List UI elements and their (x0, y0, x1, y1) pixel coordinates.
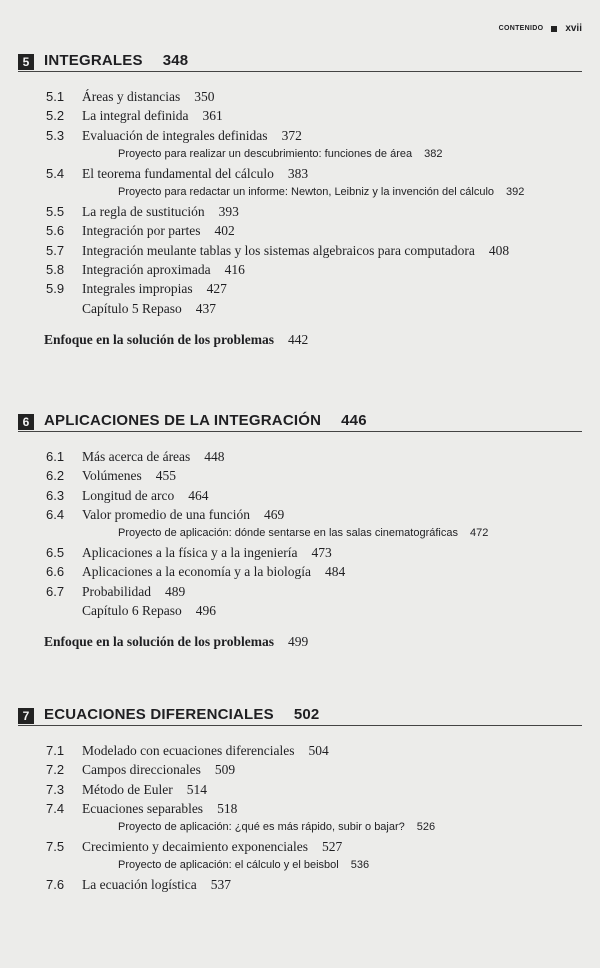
section-title: Más acerca de áreas (82, 449, 191, 464)
section-number: 7.4 (46, 800, 65, 816)
section-page: 427 (206, 281, 227, 297)
section-number: 6.7 (46, 583, 65, 599)
section-entry[interactable] (18, 241, 582, 260)
section-number: 6.1 (46, 449, 65, 464)
section-page: 383 (287, 165, 309, 181)
section-title: Longitud de arco (82, 487, 175, 503)
project-entry[interactable] (18, 856, 582, 875)
section-list (18, 87, 582, 318)
section-number: 7.5 (46, 839, 65, 855)
section-title: Valor promedio de una función (82, 506, 250, 522)
chapter-block (18, 52, 582, 348)
section-page: 448 (204, 449, 225, 464)
section-page: 416 (224, 262, 245, 278)
section-page: 537 (210, 877, 231, 893)
section-title: La ecuación logística (82, 877, 197, 893)
section-number: 6.4 (46, 506, 65, 522)
section-title: Integración aproximada (82, 262, 211, 278)
review-title: Capítulo 6 Repaso (82, 603, 182, 619)
header-section: CONTENIDO (498, 25, 544, 32)
section-title: El teorema fundamental del cálculo (82, 165, 274, 181)
project-entry[interactable] (18, 145, 582, 164)
chapter-page: 348 (162, 52, 189, 69)
section-title: Integración por partes (82, 223, 201, 239)
review-page: 496 (195, 603, 216, 619)
review-page: 437 (195, 300, 216, 316)
section-list (18, 447, 582, 620)
focus-entry[interactable] (18, 634, 582, 650)
section-title: Integración meulante tablas y los sistemas algebraicos para computadora (82, 242, 475, 258)
section-entry[interactable] (18, 260, 582, 279)
section-number: 7.3 (46, 781, 65, 797)
section-page: 473 (311, 545, 332, 561)
section-number: 7.1 (46, 743, 65, 758)
section-entry[interactable] (18, 279, 582, 298)
section-entry[interactable] (18, 164, 582, 183)
project-title: Proyecto de aplicación: dónde sentarse en las salas cinematográficas (118, 527, 458, 540)
section-title: Campos direccionales (82, 762, 201, 778)
chapter-number: 7 (18, 708, 34, 724)
section-page: 361 (202, 108, 223, 124)
project-page: 472 (469, 527, 489, 540)
section-title: Modelado con ecuaciones diferenciales (82, 743, 295, 758)
chapter-heading[interactable] (18, 412, 582, 432)
chapter-page: 446 (341, 412, 367, 429)
section-entry[interactable] (18, 837, 582, 856)
section-number: 5.3 (46, 127, 65, 143)
project-page: 526 (416, 821, 436, 834)
section-entry[interactable] (18, 87, 582, 106)
section-entry[interactable] (18, 760, 582, 779)
project-entry[interactable] (18, 183, 582, 202)
section-number: 5.5 (46, 204, 65, 220)
chapter-title: ECUACIONES DIFERENCIALES (44, 706, 274, 723)
section-entry[interactable] (18, 799, 582, 818)
section-number: 6.6 (46, 564, 65, 580)
project-page: 536 (350, 859, 370, 872)
section-title: Evaluación de integrales definidas (82, 127, 268, 143)
section-title: Probabilidad (82, 583, 151, 599)
running-header (499, 23, 582, 34)
square-bullet-icon (551, 26, 557, 32)
section-page: 527 (322, 839, 343, 855)
section-entry[interactable] (18, 741, 582, 760)
section-entry[interactable] (18, 447, 582, 466)
chapter-page: 502 (293, 706, 320, 723)
focus-title: Enfoque en la solución de los problemas (44, 634, 275, 650)
section-title: La regla de sustitución (82, 204, 205, 220)
focus-entry[interactable] (18, 332, 582, 348)
project-title: Proyecto para realizar un descubrimiento: funciones de área (118, 147, 413, 160)
focus-title: Enfoque en la solución de los problemas (44, 331, 275, 347)
section-number: 7.2 (46, 762, 65, 778)
focus-page: 499 (288, 634, 309, 650)
section-page: 489 (165, 583, 186, 599)
chapter-title: INTEGRALES (44, 52, 143, 69)
project-entry[interactable] (18, 524, 582, 543)
section-title: Método de Euler (82, 781, 173, 797)
section-page: 509 (214, 762, 236, 778)
section-title: Volúmenes (82, 468, 142, 484)
section-entry[interactable] (18, 466, 582, 485)
section-number: 7.6 (46, 877, 65, 893)
section-title: Aplicaciones a la física y a la ingeniería (82, 545, 298, 561)
chapter-number: 6 (18, 414, 34, 430)
project-title: Proyecto de aplicación: ¿qué es más rápido, subir o bajar? (118, 821, 405, 834)
section-page: 514 (186, 781, 207, 797)
section-title: La integral definida (82, 108, 189, 124)
chapter-number: 5 (18, 54, 34, 70)
section-title: Aplicaciones a la economía y a la biología (82, 564, 312, 580)
review-entry[interactable] (18, 299, 582, 318)
review-title: Capítulo 5 Repaso (82, 300, 182, 316)
section-number: 5.9 (46, 281, 65, 297)
project-entry[interactable] (18, 818, 582, 837)
section-page: 504 (308, 743, 329, 758)
section-title: Integrales impropias (82, 281, 193, 297)
section-page: 469 (263, 506, 285, 522)
project-page: 382 (424, 147, 443, 160)
section-entry[interactable] (18, 202, 582, 221)
section-title: Áreas y distancias (82, 89, 181, 104)
section-number: 5.4 (46, 165, 65, 181)
chapter-heading[interactable] (18, 706, 582, 726)
project-page: 392 (506, 186, 525, 199)
chapter-block (18, 412, 582, 650)
chapter-title: APLICACIONES DE LA INTEGRACIÓN (44, 412, 322, 429)
section-number: 5.7 (46, 242, 65, 258)
section-page: 402 (214, 223, 235, 239)
section-entry[interactable] (18, 505, 582, 524)
section-page: 350 (194, 89, 215, 104)
section-number: 5.8 (46, 262, 65, 278)
section-page: 518 (217, 800, 238, 816)
section-entry[interactable] (18, 780, 582, 799)
chapter-block (18, 706, 582, 895)
project-title: Proyecto para redactar un informe: Newton, Leibniz y la invención del cálculo (118, 186, 495, 199)
section-page: 372 (281, 127, 302, 143)
section-page: 455 (155, 468, 176, 484)
section-number: 6.5 (46, 545, 65, 561)
chapter-heading[interactable] (18, 52, 582, 72)
project-title: Proyecto de aplicación: el cálculo y el beisbol (118, 859, 339, 872)
review-entry[interactable] (18, 601, 582, 620)
section-entry[interactable] (18, 126, 582, 145)
section-entry[interactable] (18, 562, 582, 581)
section-page: 464 (188, 487, 209, 503)
section-number: 5.2 (46, 108, 65, 124)
section-number: 5.6 (46, 223, 65, 239)
section-entry[interactable] (18, 221, 582, 240)
header-page-number: xvii (565, 23, 582, 34)
section-title: Crecimiento y decaimiento exponenciales (82, 839, 309, 855)
section-page: 393 (218, 204, 239, 220)
section-entry[interactable] (18, 582, 582, 601)
section-entry[interactable] (18, 106, 582, 125)
section-entry[interactable] (18, 875, 582, 894)
section-number: 6.3 (46, 487, 65, 503)
section-entry[interactable] (18, 486, 582, 505)
section-list (18, 741, 582, 895)
section-title: Ecuaciones separables (82, 800, 204, 816)
focus-page: 442 (288, 331, 309, 347)
section-number: 5.1 (46, 89, 65, 104)
section-page: 484 (325, 564, 346, 580)
section-number: 6.2 (46, 468, 65, 484)
section-entry[interactable] (18, 543, 582, 562)
section-page: 408 (488, 242, 510, 258)
